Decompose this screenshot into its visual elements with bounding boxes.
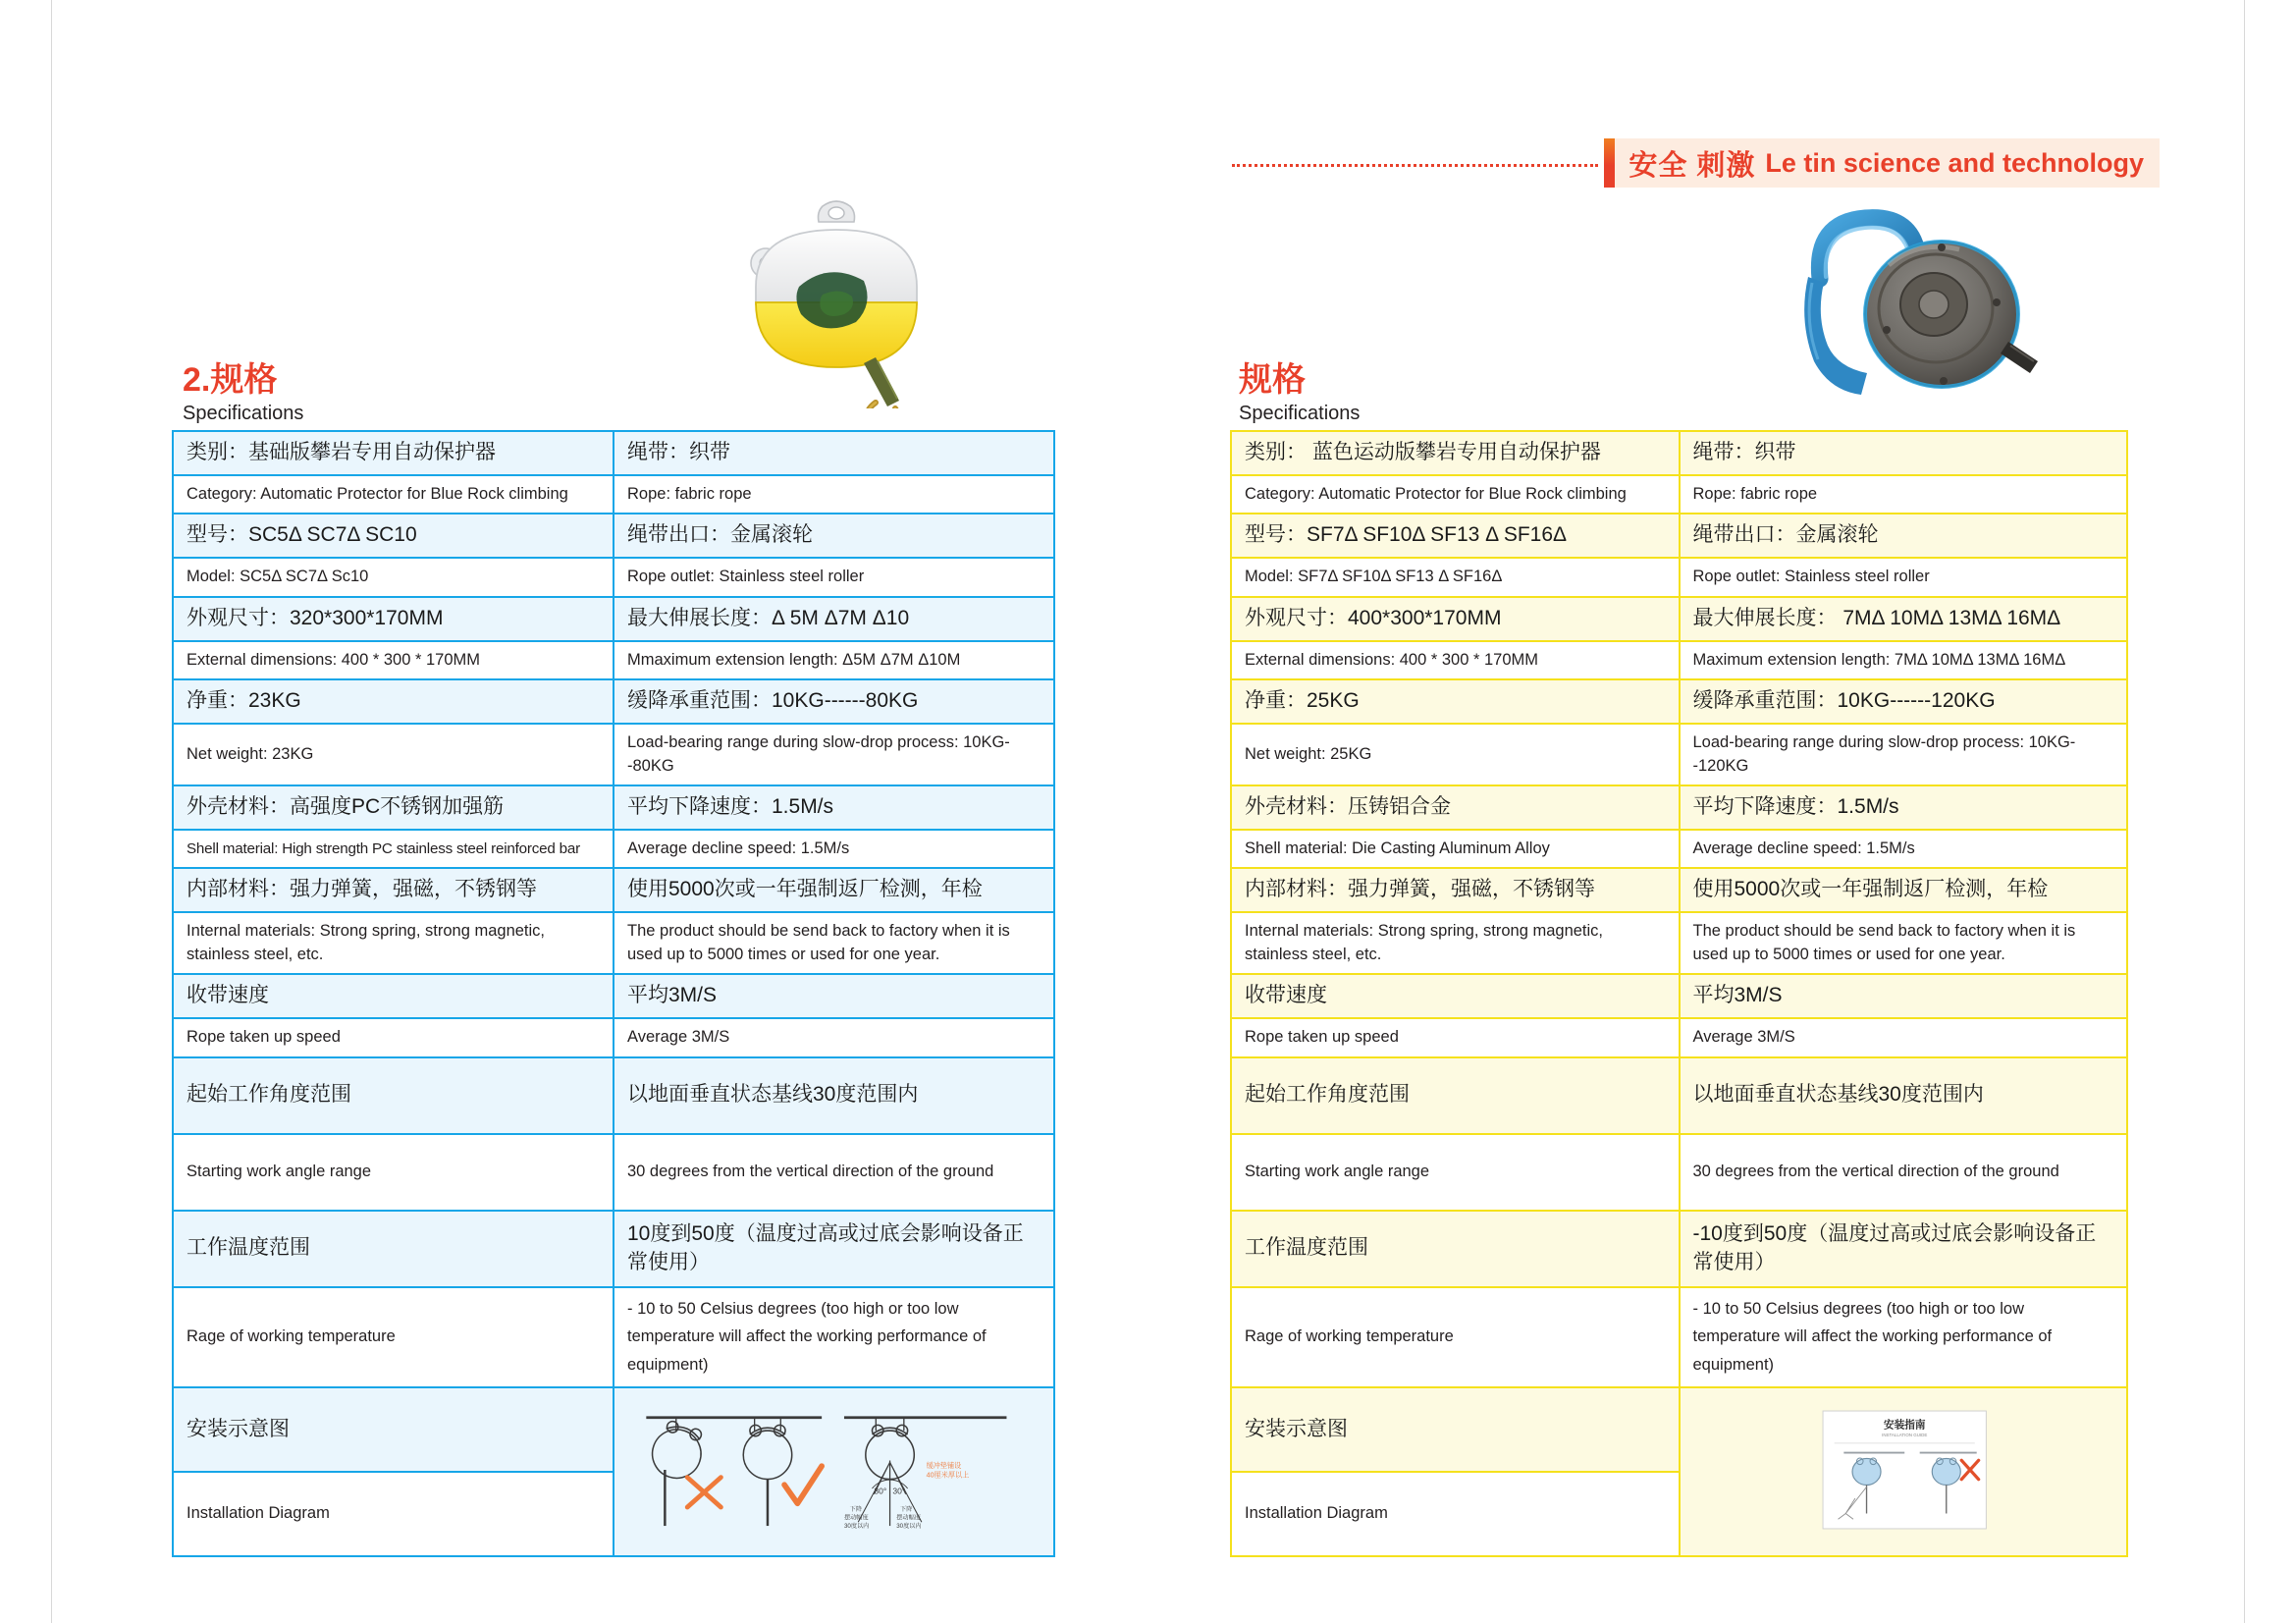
spec-value-text: Rope outlet: Stainless steel roller <box>1692 568 1930 586</box>
spec-label-text: Starting work angle range <box>187 1162 372 1180</box>
spec-value-text: 最大伸展长度： 7MΔ 10MΔ 13MΔ 16MΔ <box>1692 606 2061 629</box>
spec-value-cell <box>614 475 1054 514</box>
spec-value-text: 平均下降速度：1.5M/s <box>627 794 834 818</box>
spec-label-text: Shell material: Die Casting Aluminum Alloy <box>1245 839 1550 857</box>
spec-label-cell <box>173 1057 614 1134</box>
brand-header <box>1232 137 2160 189</box>
svg-text:30°: 30° <box>892 1486 906 1496</box>
spec-label-cell <box>173 597 614 641</box>
table-row <box>173 912 1054 974</box>
table-row <box>173 830 1054 868</box>
spec-label-cell <box>1231 514 1680 558</box>
spec-label-text: Internal materials: Strong spring, strong magnetic, stainless steel, etc. <box>187 922 546 963</box>
spec-value-cell <box>614 1134 1054 1211</box>
table-row <box>173 679 1054 724</box>
spec-value-cell <box>614 641 1054 679</box>
spec-value-text: 平均3M/S <box>1692 984 1783 1007</box>
spec-label-cell <box>1231 597 1680 641</box>
spec-value-cell <box>1680 1211 2128 1287</box>
spec-label-cell <box>173 641 614 679</box>
brand-name-cn: 安全 刺激 <box>1629 149 1756 182</box>
spec-value-cell <box>1680 475 2128 514</box>
table-row <box>173 868 1054 912</box>
table-row <box>1231 558 2127 596</box>
spec-value-text: Load-bearing range during slow-drop process: 10KG--80KG <box>627 733 1010 775</box>
spec-label-cell <box>173 1211 614 1287</box>
spec-value-text: Rope: fabric rope <box>627 484 752 503</box>
spec-label-text: Rope taken up speed <box>187 1028 341 1047</box>
spec-label-cell <box>173 431 614 475</box>
spec-label-text: 外壳材料：压铸铝合金 <box>1245 794 1451 818</box>
table-row <box>173 724 1054 785</box>
product-photo-sport-model <box>1787 185 2042 410</box>
spec-value-cell <box>614 785 1054 830</box>
spec-label-cell <box>173 679 614 724</box>
spec-label-cell <box>173 475 614 514</box>
svg-text:安装指南: 安装指南 <box>1883 1419 1925 1432</box>
spec-value-cell <box>1680 868 2128 912</box>
spec-value-cell <box>614 830 1054 868</box>
spec-label-text: Category: Automatic Protector for Blue Rock climbing <box>187 484 568 503</box>
brand-accent-bar <box>1604 138 1615 188</box>
table-row <box>1231 974 2127 1018</box>
table-row <box>1231 830 2127 868</box>
spec-label-cell <box>1231 1287 1680 1388</box>
table-row <box>173 1057 1054 1134</box>
spec-label-cell <box>173 1472 614 1556</box>
spec-value-text: 使用5000次或一年强制返厂检测，年检 <box>627 878 983 901</box>
spec-label-cell <box>173 514 614 558</box>
spec-label-text: External dimensions: 400 * 300 * 170MM <box>1245 650 1538 669</box>
spec-label-text: 类别：基础版攀岩专用自动保护器 <box>187 441 496 463</box>
spec-value-text: 平均下降速度：1.5M/s <box>1692 794 1899 818</box>
spec-value-cell <box>614 724 1054 785</box>
spec-label-text: 净重：25KG <box>1245 689 1360 713</box>
spec-value-cell <box>1680 641 2128 679</box>
spec-value-text: Average 3M/S <box>627 1028 730 1047</box>
spec-label-cell <box>1231 868 1680 912</box>
spec-label-text: Rope taken up speed <box>1245 1028 1399 1047</box>
spec-label-text: Rage of working temperature <box>187 1327 396 1346</box>
spec-label-text: Model: SC5Δ SC7Δ Sc10 <box>187 568 369 586</box>
spec-value-cell <box>614 679 1054 724</box>
spec-value-text: 以地面垂直状态基线30度范围内 <box>1692 1083 1984 1107</box>
spec-label-text: Category: Automatic Protector for Blue Rock climbing <box>1245 484 1627 503</box>
table-row <box>1231 1287 2127 1388</box>
table-row <box>1231 597 2127 641</box>
spec-label-text: Installation Diagram <box>1245 1504 1388 1523</box>
spec-value-cell <box>614 558 1054 596</box>
table-row <box>173 431 1054 475</box>
spec-label-cell <box>1231 641 1680 679</box>
svg-text:下降: 下降 <box>849 1505 863 1513</box>
spec-value-text: 使用5000次或一年强制返厂检测，年检 <box>1692 878 2049 901</box>
spec-value-cell <box>1680 514 2128 558</box>
product-photo-basic-model <box>728 192 954 408</box>
installation-diagram-cell <box>614 1387 1054 1556</box>
spec-label-text: 型号：SC5Δ SC7Δ SC10 <box>187 523 417 547</box>
spec-value-text: 30 degrees from the vertical direction of the ground <box>1692 1162 2059 1180</box>
spec-label-cell <box>1231 912 1680 974</box>
spec-label-text: 类别： 蓝色运动版攀岩专用自动保护器 <box>1245 441 1601 463</box>
table-row <box>173 1134 1054 1211</box>
spec-label-cell <box>1231 1211 1680 1287</box>
spec-label-text: 工作温度范围 <box>187 1236 310 1260</box>
spec-value-text: 以地面垂直状态基线30度范围内 <box>627 1083 919 1107</box>
section-title-cn: 规格 <box>1239 361 1306 399</box>
table-row <box>1231 641 2127 679</box>
spec-label-text: External dimensions: 400 * 300 * 170MM <box>187 650 480 669</box>
section-title-en: Specifications <box>183 403 304 425</box>
spec-value-cell <box>1680 1057 2128 1134</box>
svg-text:缓冲垫铺设: 缓冲垫铺设 <box>926 1461 962 1470</box>
spec-table-sport-model <box>1230 430 2128 1557</box>
spec-value-cell <box>614 1211 1054 1287</box>
svg-text:INSTALLATION GUIDE: INSTALLATION GUIDE <box>1881 1432 1927 1437</box>
svg-text:30度以内: 30度以内 <box>896 1522 922 1530</box>
spec-value-cell <box>1680 724 2128 785</box>
brand-plate <box>1604 138 2160 188</box>
spec-value-cell <box>1680 1018 2128 1056</box>
spec-label-cell <box>1231 830 1680 868</box>
table-row <box>1231 514 2127 558</box>
spec-label-text: 工作温度范围 <box>1245 1236 1368 1260</box>
spec-value-cell <box>614 974 1054 1018</box>
spec-label-cell <box>1231 1018 1680 1056</box>
spec-label-text: 外观尺寸：320*300*170MM <box>187 606 444 629</box>
spec-value-text: - 10 to 50 Celsius degrees (too high or too low temperature will affect the working performance of equipment) <box>1692 1299 2053 1375</box>
spec-label-cell <box>1231 785 1680 830</box>
table-row <box>1231 724 2127 785</box>
spec-label-text: 收带速度 <box>187 984 269 1007</box>
spec-value-text: Average decline speed: 1.5M/s <box>627 839 850 857</box>
spec-label-cell <box>1231 558 1680 596</box>
table-row <box>173 1387 1054 1472</box>
spec-value-text: Average decline speed: 1.5M/s <box>1692 839 1915 857</box>
spec-value-cell <box>614 1018 1054 1056</box>
table-row <box>173 785 1054 830</box>
page-edge-left <box>51 0 52 1623</box>
spec-value-cell <box>614 431 1054 475</box>
spec-value-cell <box>1680 558 2128 596</box>
table-row <box>1231 679 2127 724</box>
spec-value-text: Rope: fabric rope <box>1692 484 1818 503</box>
section-title-left <box>183 361 303 425</box>
table-row <box>173 558 1054 596</box>
spec-value-text: 缓降承重范围：10KG------80KG <box>627 689 919 713</box>
installation-guide-card-svg <box>1681 1405 2127 1535</box>
svg-text:摆动幅度: 摆动幅度 <box>843 1514 869 1522</box>
svg-text:摆动幅度: 摆动幅度 <box>896 1514 921 1522</box>
table-row <box>1231 1018 2127 1056</box>
spec-value-cell <box>614 1287 1054 1388</box>
svg-text:40厘米厚以上: 40厘米厚以上 <box>926 1471 970 1480</box>
svg-text:30度以内: 30度以内 <box>843 1522 870 1530</box>
spec-label-cell <box>173 868 614 912</box>
spec-label-text: Starting work angle range <box>1245 1162 1430 1180</box>
spec-value-cell <box>1680 830 2128 868</box>
svg-text:30°: 30° <box>874 1486 887 1496</box>
spec-label-text: 起始工作角度范围 <box>1245 1083 1410 1107</box>
spec-value-text: 绳带出口：金属滚轮 <box>627 523 813 547</box>
spec-value-cell <box>614 868 1054 912</box>
spec-value-cell <box>1680 912 2128 974</box>
spec-value-text: -10度到50度（温度过高或过底会影响设备正常使用） <box>1692 1221 2097 1273</box>
installation-diagram-cell <box>1680 1387 2128 1556</box>
spec-value-text: Maximum extension length: 7MΔ 10MΔ 13MΔ 16MΔ <box>1692 650 2066 669</box>
spec-value-text: 缓降承重范围：10KG------120KG <box>1692 689 1996 713</box>
table-row <box>1231 912 2127 974</box>
spec-label-text: Net weight: 23KG <box>187 744 314 763</box>
spec-value-text: The product should be send back to factory when it is used up to 5000 times or used for one year. <box>627 922 1010 963</box>
spec-table-basic-model <box>172 430 1055 1557</box>
spec-label-cell <box>173 724 614 785</box>
spec-label-cell <box>1231 431 1680 475</box>
spec-label-text: 安装示意图 <box>1245 1417 1348 1440</box>
table-row <box>173 514 1054 558</box>
spec-label-text: 起始工作角度范围 <box>187 1083 351 1107</box>
spec-label-cell <box>1231 475 1680 514</box>
spec-label-cell <box>173 1018 614 1056</box>
section-title-right <box>1239 361 1360 425</box>
spec-label-text: 型号：SF7Δ SF10Δ SF13 Δ SF16Δ <box>1245 523 1568 547</box>
spec-label-text: Internal materials: Strong spring, strong magnetic, stainless steel, etc. <box>1245 922 1604 963</box>
spec-label-cell <box>173 1387 614 1472</box>
spec-value-text: Mmaximum extension length: Δ5M Δ7M Δ10M <box>627 650 961 669</box>
spec-value-text: 30 degrees from the vertical direction of the ground <box>627 1162 994 1180</box>
spec-value-text: 10度到50度（温度过高或过底会影响设备正常使用） <box>627 1221 1024 1273</box>
spec-label-cell <box>1231 974 1680 1018</box>
spec-label-cell <box>173 830 614 868</box>
spec-value-text: - 10 to 50 Celsius degrees (too high or too low temperature will affect the working performance of equipment) <box>627 1299 987 1375</box>
spec-label-text: 外壳材料：高强度PC不锈钢加强筋 <box>187 794 505 818</box>
page-edge-right <box>2244 0 2245 1623</box>
spec-label-cell <box>1231 1472 1680 1556</box>
table-row <box>173 1018 1054 1056</box>
table-row <box>173 1287 1054 1388</box>
spec-value-cell <box>1680 431 2128 475</box>
table-row <box>1231 475 2127 514</box>
spec-table-body <box>173 431 1054 1556</box>
table-row <box>1231 431 2127 475</box>
spec-value-text: The product should be send back to factory when it is used up to 5000 times or used for one year. <box>1692 922 2076 963</box>
spec-value-text: 绳带：织带 <box>627 441 730 463</box>
installation-sketch-svg <box>614 1405 1053 1535</box>
spec-label-cell <box>1231 1387 1680 1472</box>
spec-value-text: 最大伸展长度：Δ 5M Δ7M Δ10 <box>627 606 910 629</box>
spec-label-text: Rage of working temperature <box>1245 1327 1454 1346</box>
section-title-en: Specifications <box>1239 403 1361 425</box>
spec-value-cell <box>1680 785 2128 830</box>
table-row <box>1231 1134 2127 1211</box>
spec-value-cell <box>614 514 1054 558</box>
spec-value-text: Rope outlet: Stainless steel roller <box>627 568 865 586</box>
spec-value-text: 绳带出口：金属滚轮 <box>1692 523 1879 547</box>
brand-name-en: Le tin science and technology <box>1765 147 2144 178</box>
spec-value-text: 绳带：织带 <box>1692 441 1796 463</box>
table-row <box>173 1211 1054 1287</box>
spec-value-cell <box>614 1057 1054 1134</box>
spec-label-cell <box>1231 679 1680 724</box>
table-row <box>1231 868 2127 912</box>
spec-value-text: 平均3M/S <box>627 984 718 1007</box>
spec-label-text: 安装示意图 <box>187 1417 290 1440</box>
spec-label-text: 净重：23KG <box>187 689 301 713</box>
spec-label-text: 外观尺寸：400*300*170MM <box>1245 606 1502 629</box>
table-row <box>173 475 1054 514</box>
spec-value-cell <box>1680 974 2128 1018</box>
table-row <box>173 641 1054 679</box>
spec-label-text: 内部材料：强力弹簧，强磁，不锈钢等 <box>1245 878 1595 901</box>
spec-label-cell <box>173 785 614 830</box>
spec-label-text: 内部材料：强力弹簧，强磁，不锈钢等 <box>187 878 537 901</box>
table-row <box>173 597 1054 641</box>
spec-value-cell <box>614 912 1054 974</box>
table-row <box>1231 1211 2127 1287</box>
table-row <box>1231 1057 2127 1134</box>
spec-label-cell <box>1231 1057 1680 1134</box>
spec-label-cell <box>173 558 614 596</box>
table-row <box>1231 785 2127 830</box>
spec-value-cell <box>1680 1134 2128 1211</box>
spec-value-cell <box>1680 679 2128 724</box>
spec-label-text: 收带速度 <box>1245 984 1327 1007</box>
spec-label-cell <box>173 1287 614 1388</box>
table-row <box>1231 1387 2127 1472</box>
spec-table-body <box>1231 431 2127 1556</box>
spec-label-text: Model: SF7Δ SF10Δ SF13 Δ SF16Δ <box>1245 568 1503 586</box>
section-title-cn: 2.规格 <box>183 361 278 399</box>
dotted-rule <box>1232 164 1598 167</box>
spec-label-cell <box>173 1134 614 1211</box>
spec-label-cell <box>1231 724 1680 785</box>
table-row <box>173 974 1054 1018</box>
spec-label-text: Net weight: 25KG <box>1245 744 1372 763</box>
spec-label-text: Shell material: High strength PC stainless steel reinforced bar <box>187 839 581 857</box>
spec-label-cell <box>173 912 614 974</box>
spec-value-cell <box>1680 1287 2128 1388</box>
spec-label-cell <box>1231 1134 1680 1211</box>
spec-label-cell <box>173 974 614 1018</box>
spec-value-text: Average 3M/S <box>1692 1028 1795 1047</box>
spec-value-cell <box>614 597 1054 641</box>
spec-label-text: Installation Diagram <box>187 1504 330 1523</box>
svg-text:下降: 下降 <box>900 1505 913 1513</box>
spec-value-text: Load-bearing range during slow-drop process: 10KG--120KG <box>1692 733 2076 775</box>
spec-value-cell <box>1680 597 2128 641</box>
